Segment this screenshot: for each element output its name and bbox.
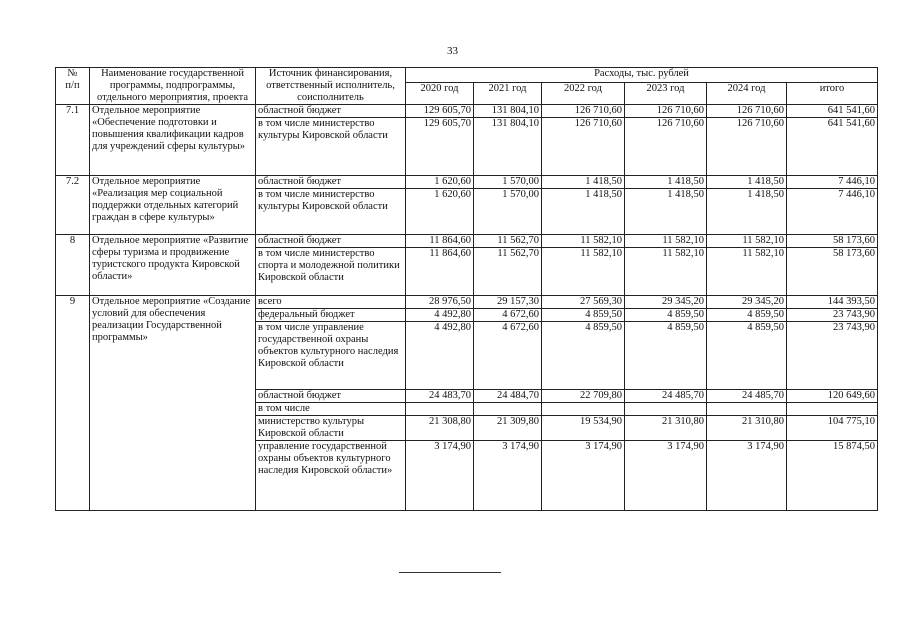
value-cell: 126 710,60 (625, 118, 707, 176)
value-cell: 1 418,50 (542, 176, 625, 189)
value-cell: 3 174,90 (707, 441, 787, 511)
budget-table (55, 67, 878, 511)
row-name: Отдельное мероприятие «Создание условий для обеспечения реализации Государственной программы» (90, 296, 256, 511)
total-cell: 23 743,90 (787, 309, 878, 322)
row-source: управление государственной охраны объектов культурного наследия Кировской области» (256, 441, 406, 511)
table-row (56, 176, 878, 189)
value-cell: 28 976,50 (406, 296, 474, 309)
value-cell: 24 483,70 (406, 390, 474, 403)
row-name: Отдельное мероприятие «Обеспечение подготовки и повышения квалификации кадров для учреждений сферы культуры» (90, 105, 256, 176)
total-cell: 23 743,90 (787, 322, 878, 390)
value-cell: 1 620,60 (406, 189, 474, 235)
header-row-1 (56, 68, 878, 83)
value-cell: 21 310,80 (707, 416, 787, 441)
value-cell: 4 492,80 (406, 309, 474, 322)
value-cell: 24 485,70 (625, 390, 707, 403)
value-cell: 4 859,50 (542, 309, 625, 322)
value-cell: 4 859,50 (542, 322, 625, 390)
value-cell: 4 672,60 (474, 309, 542, 322)
row-number: 8 (56, 235, 90, 296)
value-cell (474, 403, 542, 416)
header-year-2022: 2022 год (542, 83, 625, 105)
page-number: 33 (447, 45, 458, 57)
header-year-2020: 2020 год (406, 83, 474, 105)
value-cell: 24 484,70 (474, 390, 542, 403)
value-cell: 4 672,60 (474, 322, 542, 390)
value-cell: 3 174,90 (406, 441, 474, 511)
value-cell: 4 859,50 (707, 309, 787, 322)
value-cell: 11 582,10 (625, 248, 707, 296)
value-cell: 3 174,90 (542, 441, 625, 511)
total-cell: 7 446,10 (787, 189, 878, 235)
value-cell: 4 859,50 (707, 322, 787, 390)
value-cell: 29 345,20 (707, 296, 787, 309)
value-cell: 1 570,00 (474, 189, 542, 235)
value-cell: 3 174,90 (625, 441, 707, 511)
row-name: Отдельное мероприятие «Развитие сферы туризма и продвижение туристского продукта Кировской области» (90, 235, 256, 296)
table-row (56, 296, 878, 309)
footer-divider (399, 572, 501, 573)
header-year-2021: 2021 год (474, 83, 542, 105)
value-cell: 11 582,10 (542, 248, 625, 296)
value-cell: 21 308,80 (406, 416, 474, 441)
value-cell: 131 804,10 (474, 118, 542, 176)
value-cell: 126 710,60 (625, 105, 707, 118)
value-cell: 129 605,70 (406, 118, 474, 176)
row-source: в том числе министерство культуры Кировской области (256, 118, 406, 176)
value-cell: 4 859,50 (625, 309, 707, 322)
value-cell: 11 562,70 (474, 235, 542, 248)
header-expenses: Расходы, тыс. рублей (406, 68, 878, 83)
value-cell: 1 418,50 (707, 189, 787, 235)
row-name: Отдельное мероприятие «Реализация мер социальной поддержки отдельных категорий граждан в сфере культуры» (90, 176, 256, 235)
value-cell: 27 569,30 (542, 296, 625, 309)
total-cell: 144 393,50 (787, 296, 878, 309)
value-cell: 4 859,50 (625, 322, 707, 390)
value-cell: 1 570,00 (474, 176, 542, 189)
row-source: областной бюджет (256, 235, 406, 248)
value-cell: 1 418,50 (625, 176, 707, 189)
table-row (56, 105, 878, 118)
row-source: областной бюджет (256, 105, 406, 118)
value-cell (542, 403, 625, 416)
value-cell: 1 620,60 (406, 176, 474, 189)
value-cell: 131 804,10 (474, 105, 542, 118)
row-source: министерство культуры Кировской области (256, 416, 406, 441)
header-num: № п/п (56, 68, 90, 105)
value-cell: 1 418,50 (707, 176, 787, 189)
header-year-2024: 2024 год (707, 83, 787, 105)
row-number: 7.1 (56, 105, 90, 176)
row-number: 7.2 (56, 176, 90, 235)
value-cell: 22 709,80 (542, 390, 625, 403)
row-source: федеральный бюджет (256, 309, 406, 322)
value-cell: 11 582,10 (707, 248, 787, 296)
value-cell: 11 562,70 (474, 248, 542, 296)
row-number: 9 (56, 296, 90, 511)
row-source: областной бюджет (256, 176, 406, 189)
total-cell: 104 775,10 (787, 416, 878, 441)
row-source: в том числе министерство спорта и молодежной политики Кировской области (256, 248, 406, 296)
header-total: итого (787, 83, 878, 105)
value-cell: 19 534,90 (542, 416, 625, 441)
value-cell: 21 309,80 (474, 416, 542, 441)
value-cell: 11 582,10 (542, 235, 625, 248)
value-cell (625, 403, 707, 416)
value-cell: 4 492,80 (406, 322, 474, 390)
value-cell: 11 582,10 (625, 235, 707, 248)
total-cell (787, 403, 878, 416)
row-source: в том числе (256, 403, 406, 416)
value-cell: 11 582,10 (707, 235, 787, 248)
value-cell: 129 605,70 (406, 105, 474, 118)
total-cell: 58 173,60 (787, 235, 878, 248)
value-cell: 29 157,30 (474, 296, 542, 309)
value-cell: 29 345,20 (625, 296, 707, 309)
value-cell: 1 418,50 (542, 189, 625, 235)
total-cell: 7 446,10 (787, 176, 878, 189)
value-cell: 3 174,90 (474, 441, 542, 511)
value-cell (707, 403, 787, 416)
row-source: в том числе министерство культуры Кировской области (256, 189, 406, 235)
value-cell: 126 710,60 (707, 105, 787, 118)
table-row (56, 235, 878, 248)
value-cell (406, 403, 474, 416)
total-cell: 120 649,60 (787, 390, 878, 403)
value-cell: 11 864,60 (406, 248, 474, 296)
value-cell: 1 418,50 (625, 189, 707, 235)
value-cell: 126 710,60 (707, 118, 787, 176)
header-source: Источник финансирования, ответственный исполнитель, соисполнитель (256, 68, 406, 105)
total-cell: 641 541,60 (787, 105, 878, 118)
value-cell: 126 710,60 (542, 118, 625, 176)
row-source: в том числе управление государственной охраны объектов культурного наследия Кировской области (256, 322, 406, 390)
total-cell: 641 541,60 (787, 118, 878, 176)
total-cell: 58 173,60 (787, 248, 878, 296)
total-cell: 15 874,50 (787, 441, 878, 511)
value-cell: 24 485,70 (707, 390, 787, 403)
row-source: всего (256, 296, 406, 309)
header-name: Наименование государственной программы, подпрограммы, отдельного мероприятия, проекта (90, 68, 256, 105)
value-cell: 126 710,60 (542, 105, 625, 118)
value-cell: 21 310,80 (625, 416, 707, 441)
row-source: областной бюджет (256, 390, 406, 403)
value-cell: 11 864,60 (406, 235, 474, 248)
header-year-2023: 2023 год (625, 83, 707, 105)
